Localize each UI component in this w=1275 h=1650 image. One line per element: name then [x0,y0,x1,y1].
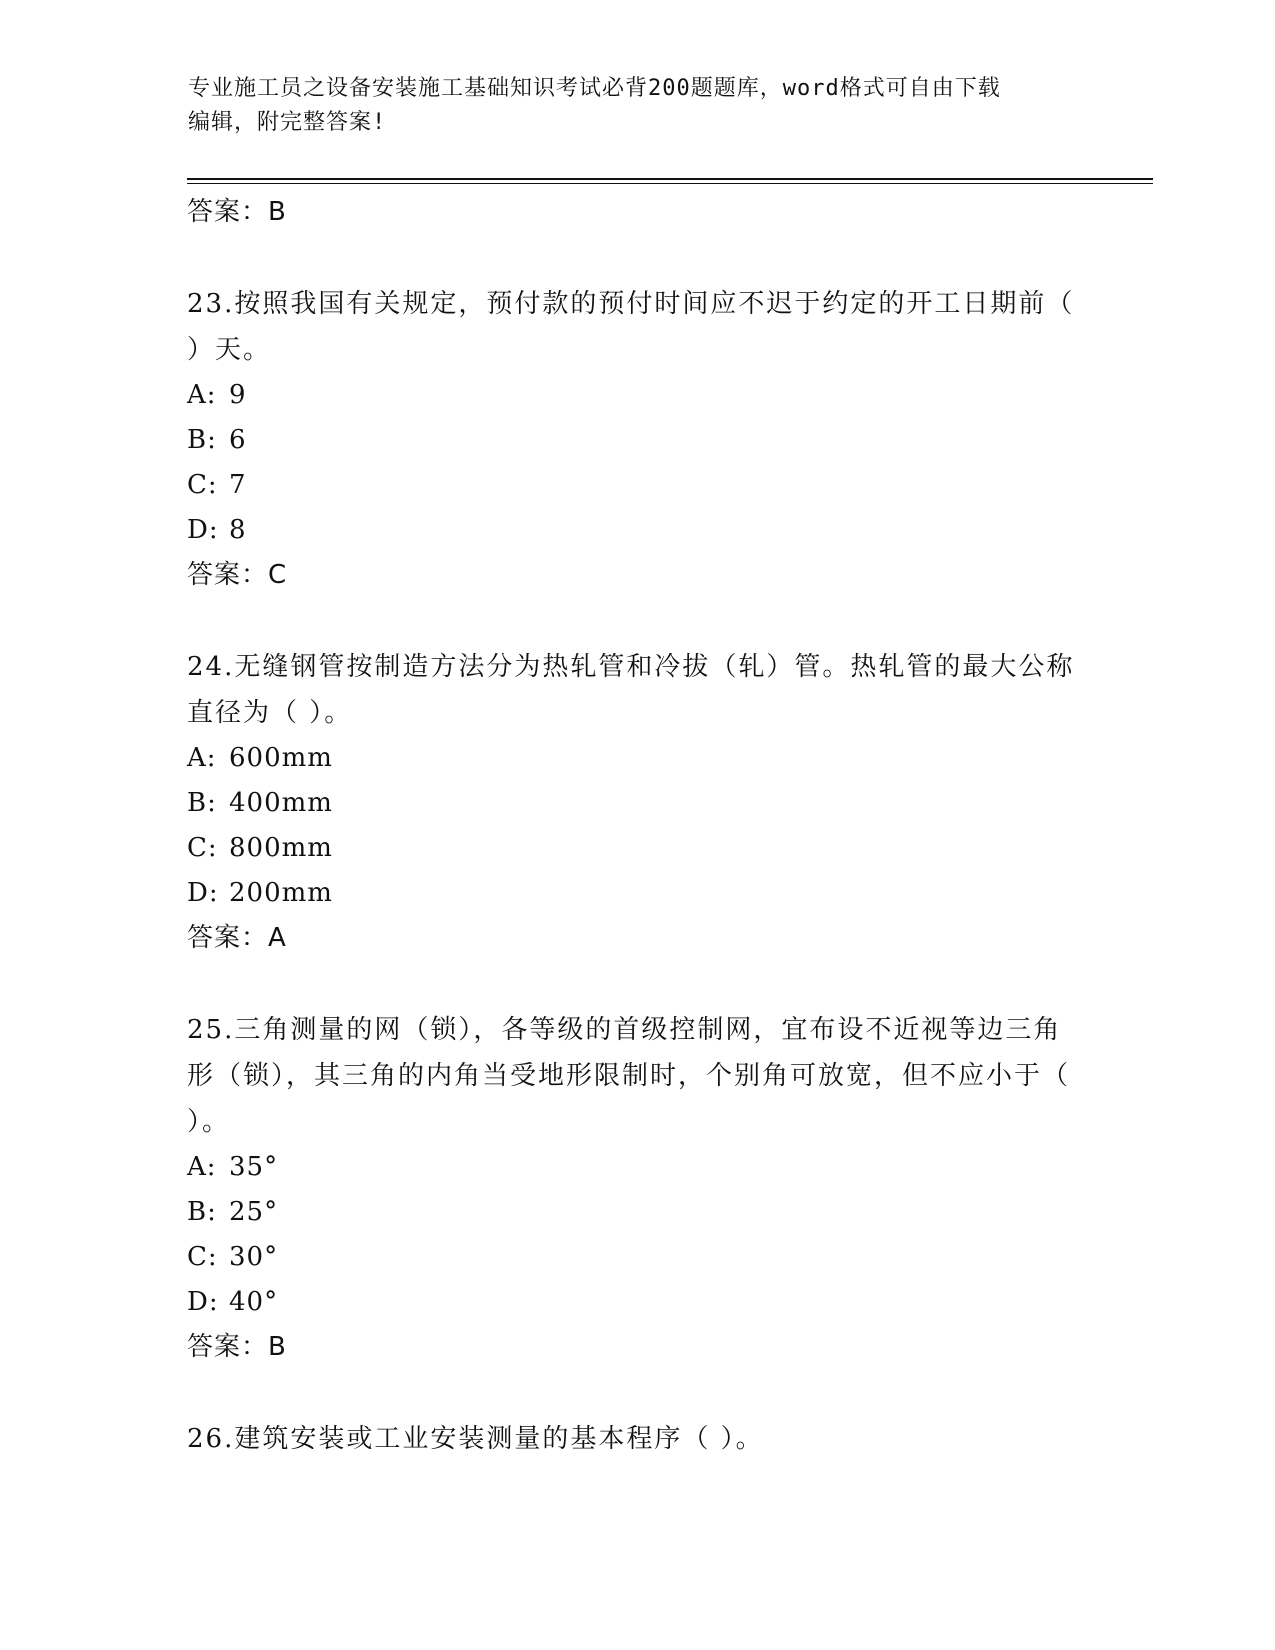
question-block [187,1416,1087,1462]
option-a [187,736,1087,781]
option-value: 8 [229,515,247,545]
option-value: 30° [229,1242,279,1272]
header-divider [187,178,1153,184]
option-letter: A: [187,1152,217,1182]
option-letter: C: [187,833,218,863]
option-value: 400mm [229,788,333,818]
previous-answer: 答案：B [187,197,287,227]
option-letter: D: [187,878,219,908]
option-value: 40° [229,1287,279,1317]
option-b [187,781,1087,826]
option-value: 800mm [229,833,333,863]
question-text: 23.按照我国有关规定，预付款的预付时间应不迟于约定的开工日期前（ ）天。 [187,289,1075,365]
option-c [187,1235,1087,1280]
option-value: 25° [229,1197,279,1227]
option-a [187,1145,1087,1190]
option-value: 9 [229,380,247,410]
option-letter: D: [187,1287,219,1317]
option-a [187,373,1087,418]
question-block [187,281,1087,597]
option-letter: C: [187,1242,218,1272]
answer-line: 答案：A [187,923,287,953]
option-value: 200mm [229,878,333,908]
option-c [187,826,1087,871]
option-letter: C: [187,470,218,500]
option-letter: B: [187,1197,217,1227]
option-letter: B: [187,425,217,455]
question-block [187,1007,1087,1369]
option-b [187,1190,1087,1235]
option-letter: A: [187,380,217,410]
option-letter: D: [187,515,219,545]
option-value: 600mm [229,743,333,773]
document-header [188,72,1088,140]
option-letter: B: [187,788,217,818]
answer-line: 答案：B [187,1332,287,1362]
header-line-1: 专业施工员之设备安装施工基础知识考试必背200题题库，word格式可自由下载 [188,76,1001,101]
option-value: 6 [229,425,247,455]
question-text: 26.建筑安装或工业安装测量的基本程序（ ）。 [187,1424,764,1454]
option-d [187,871,1087,916]
question-list [187,190,1087,1462]
question-block [187,644,1087,960]
option-value: 7 [229,470,247,500]
option-value: 35° [229,1152,279,1182]
option-letter: A: [187,743,217,773]
option-d [187,1280,1087,1325]
answer-line: 答案：C [187,560,288,590]
option-d [187,508,1087,553]
question-text: 25.三角测量的网（锁），各等级的首级控制网，宜布设不近视等边三角形（锁），其三角的内角当受地形限制时，个别角可放宽，但不应小于（ ）。 [187,1015,1071,1137]
header-line-2: 编辑，附完整答案! [188,110,387,135]
option-b [187,418,1087,463]
option-c [187,463,1087,508]
question-text: 24.无缝钢管按制造方法分为热轧管和冷拔（轧）管。热轧管的最大公称直径为（ ）。 [187,652,1075,728]
